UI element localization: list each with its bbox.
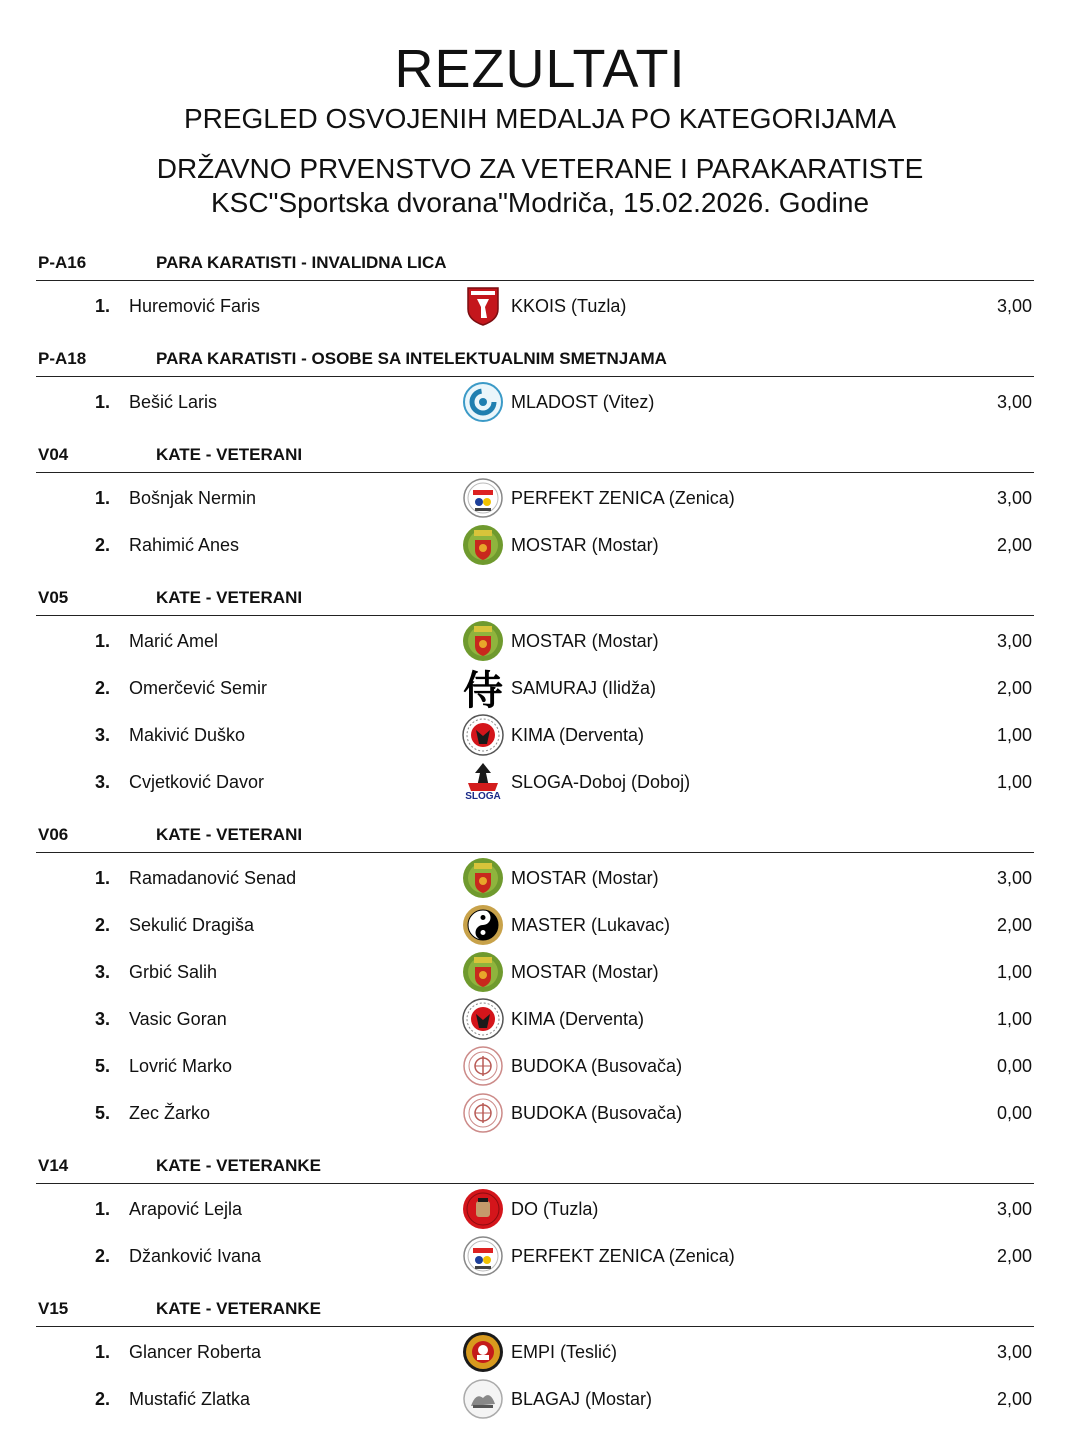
rank: 3. (94, 1009, 110, 1029)
result-row (0, 1375, 1080, 1422)
category-code: P-A18 (38, 349, 87, 368)
page-title: REZULTATI (394, 39, 686, 99)
category-header (36, 579, 1034, 616)
athlete-name: Grbić Salih (129, 962, 218, 982)
club-name: MOSTAR (Mostar) (511, 535, 659, 555)
event-title: DRŽAVNO PRVENSTVO ZA VETERANE I PARAKARATISTE (156, 153, 924, 184)
result-row (0, 282, 1080, 329)
athlete-name: Arapović Lejla (129, 1199, 243, 1219)
mostar-logo-icon (462, 951, 504, 993)
category-header (36, 1290, 1034, 1327)
points: 0,00 (996, 1103, 1032, 1123)
category-header (36, 816, 1034, 853)
category-spacer (0, 805, 1080, 816)
points: 1,00 (996, 725, 1032, 745)
club-name: MOSTAR (Mostar) (511, 631, 659, 651)
result-row (0, 1089, 1080, 1136)
points: 2,00 (996, 915, 1032, 935)
budoka-logo-icon (462, 1045, 504, 1087)
club-name: MLADOST (Vitez) (511, 392, 655, 412)
rank: 5. (94, 1056, 110, 1076)
category-code: V06 (38, 825, 69, 844)
category-header (36, 1147, 1034, 1184)
category-code: V04 (38, 445, 69, 464)
category-spacer (0, 1279, 1080, 1290)
club-name: PERFEKT ZENICA (Zenica) (511, 1246, 735, 1266)
club-name: KIMA (Derventa) (511, 725, 645, 745)
empi-logo-icon (462, 1331, 504, 1373)
category-name: KATE - VETERANI (156, 588, 303, 607)
athlete-name: Rahimić Anes (129, 535, 240, 555)
mostar-logo-icon (462, 620, 504, 662)
category-name: KATE - VETERANKE (156, 1156, 321, 1175)
category-spacer (0, 1136, 1080, 1147)
perfekt-logo-icon (462, 1235, 504, 1277)
athlete-name: Omerčević Semir (129, 678, 268, 698)
category-section (0, 425, 1080, 568)
category-code: V05 (38, 588, 69, 607)
do-logo-icon (462, 1188, 504, 1230)
mostar-logo-icon (462, 857, 504, 899)
club-name: BUDOKA (Busovača) (511, 1103, 683, 1123)
rank: 2. (94, 678, 110, 698)
points: 2,00 (996, 1389, 1032, 1409)
athlete-name: Makivić Duško (129, 725, 246, 745)
category-section (0, 805, 1080, 1136)
rank: 3. (94, 772, 110, 792)
athlete-name: Ramadanović Senad (129, 868, 297, 888)
result-row (0, 948, 1080, 995)
category-spacer (0, 568, 1080, 579)
rank: 1. (94, 392, 110, 412)
blagaj-logo-icon (462, 1378, 504, 1420)
sloga-logo-icon (462, 761, 504, 803)
category-code: V14 (38, 1156, 69, 1175)
result-row (0, 758, 1080, 805)
rank: 1. (94, 296, 110, 316)
athlete-name: Džanković Ivana (129, 1246, 262, 1266)
category-code: V15 (38, 1299, 69, 1318)
category-name: PARA KARATISTI - OSOBE SA INTELEKTUALNIM SMETNJAMA (156, 349, 667, 368)
athlete-name: Huremović Faris (129, 296, 261, 316)
category-name: KATE - VETERANI (156, 445, 303, 464)
category-name: PARA KARATISTI - INVALIDNA LICA (156, 253, 447, 272)
rank: 3. (94, 962, 110, 982)
rank: 1. (94, 868, 110, 888)
rank: 1. (94, 488, 110, 508)
athlete-name: Marić Amel (129, 631, 219, 651)
result-row (0, 995, 1080, 1042)
result-row (0, 664, 1080, 711)
points: 2,00 (996, 1246, 1032, 1266)
result-row (0, 474, 1080, 521)
rank: 5. (94, 1103, 110, 1123)
athlete-name: Lovrić Marko (129, 1056, 233, 1076)
athlete-name: Glancer Roberta (129, 1342, 262, 1362)
club-name: KKOIS (Tuzla) (511, 296, 627, 316)
points: 3,00 (996, 296, 1032, 316)
club-name: BUDOKA (Busovača) (511, 1056, 683, 1076)
perfekt-logo-icon (462, 477, 504, 519)
rank: 1. (94, 631, 110, 651)
category-name: KATE - VETERANI (156, 825, 303, 844)
rank: 2. (94, 535, 110, 555)
svg-text:侍: 侍 (463, 668, 503, 709)
category-section (0, 244, 1080, 329)
points: 1,00 (996, 1009, 1032, 1029)
athlete-name: Vasic Goran (129, 1009, 227, 1029)
club-name: SAMURAJ (Ilidža) (511, 678, 657, 698)
result-row (0, 1042, 1080, 1089)
kima-logo-icon (462, 714, 504, 756)
svg-text:SLOGA: SLOGA (465, 791, 501, 802)
points: 3,00 (996, 1342, 1032, 1362)
points: 3,00 (996, 631, 1032, 651)
category-section (0, 568, 1080, 805)
club-name: KIMA (Derventa) (511, 1009, 645, 1029)
club-name: DO (Tuzla) (511, 1199, 599, 1219)
result-row (0, 1185, 1080, 1232)
result-row (0, 1232, 1080, 1279)
athlete-name: Bešić Laris (129, 392, 218, 412)
page-subtitle: PREGLED OSVOJENIH MEDALJA PO KATEGORIJAMA (183, 103, 897, 134)
result-row (0, 854, 1080, 901)
result-row (0, 901, 1080, 948)
points: 3,00 (996, 1199, 1032, 1219)
category-spacer (0, 329, 1080, 340)
points: 2,00 (996, 535, 1032, 555)
category-header (36, 340, 1034, 377)
points: 3,00 (996, 868, 1032, 888)
club-name: MOSTAR (Mostar) (511, 868, 659, 888)
athlete-name: Sekulić Dragiša (129, 915, 255, 935)
category-name: KATE - VETERANKE (156, 1299, 321, 1318)
rank: 2. (94, 915, 110, 935)
master-logo-icon (462, 904, 504, 946)
club-name: SLOGA-Doboj (Doboj) (511, 772, 691, 792)
category-code: P-A16 (38, 253, 87, 272)
club-name: BLAGAJ (Mostar) (511, 1389, 653, 1409)
rank: 2. (94, 1389, 110, 1409)
category-spacer (0, 425, 1080, 436)
points: 3,00 (996, 488, 1032, 508)
points: 1,00 (996, 962, 1032, 982)
category-section (0, 1279, 1080, 1422)
athlete-name: Bošnjak Nermin (129, 488, 257, 508)
event-venue-date: KSC"Sportska dvorana"Modriča, 15.02.2026. Godine (210, 187, 870, 218)
budoka-logo-icon (462, 1092, 504, 1134)
club-name: EMPI (Teslić) (511, 1342, 618, 1362)
result-row (0, 1328, 1080, 1375)
athlete-name: Mustafić Zlatka (129, 1389, 251, 1409)
mladost-logo-icon (462, 381, 504, 423)
category-section (0, 329, 1080, 425)
athlete-name: Zec Žarko (129, 1103, 211, 1123)
club-name: PERFEKT ZENICA (Zenica) (511, 488, 735, 508)
result-row (0, 521, 1080, 568)
result-row (0, 711, 1080, 758)
athlete-name: Cvjetković Davor (129, 772, 265, 792)
points: 0,00 (996, 1056, 1032, 1076)
points: 2,00 (996, 678, 1032, 698)
points: 1,00 (996, 772, 1032, 792)
result-row (0, 617, 1080, 664)
rank: 3. (94, 725, 110, 745)
category-section (0, 1136, 1080, 1279)
rank: 2. (94, 1246, 110, 1266)
mostar-logo-icon (462, 524, 504, 566)
result-row (0, 378, 1080, 425)
kkois-logo-icon (462, 285, 504, 327)
points: 3,00 (996, 392, 1032, 412)
club-name: MOSTAR (Mostar) (511, 962, 659, 982)
rank: 1. (94, 1199, 110, 1219)
kima-logo-icon (462, 998, 504, 1040)
samuraj-logo-icon (462, 667, 504, 709)
club-name: MASTER (Lukavac) (511, 915, 671, 935)
results-list (0, 244, 1080, 1422)
category-header (36, 436, 1034, 473)
category-header (36, 244, 1034, 281)
rank: 1. (94, 1342, 110, 1362)
